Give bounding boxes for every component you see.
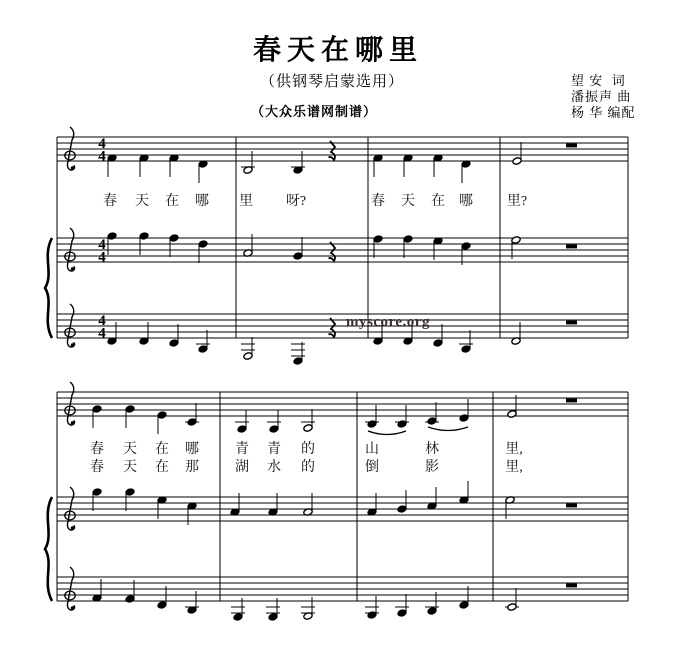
- slur: [428, 427, 468, 431]
- arranger-credit: 杨 华 编配: [571, 105, 636, 120]
- lyric-syllable: 春: [371, 194, 385, 209]
- quarter-rest: [329, 318, 336, 337]
- lyric-syllable: 山: [365, 442, 379, 457]
- quarter-rest: [329, 141, 336, 160]
- time-signature: 4: [98, 249, 106, 266]
- treble-clef-icon: [71, 526, 75, 530]
- treble-clef-icon: [71, 166, 75, 170]
- song-subtitle: （供钢琴启蒙选用）: [259, 74, 404, 90]
- time-signature: 4: [98, 148, 106, 165]
- lyric-syllable: 哪: [185, 442, 199, 457]
- lyric-syllable: 在: [155, 442, 169, 457]
- treble-clef-icon: [71, 267, 75, 271]
- lyric-syllable: 在: [155, 460, 169, 475]
- slur: [368, 431, 406, 435]
- lyric-syllable: 青: [267, 442, 281, 457]
- lyric-syllable: 青: [235, 442, 249, 457]
- brace: [45, 238, 52, 338]
- half-rest: [566, 144, 577, 148]
- brace: [45, 497, 52, 601]
- watermark: myscore.org: [346, 314, 430, 330]
- half-rest: [566, 504, 577, 508]
- lyric-syllable: 那: [185, 460, 199, 475]
- lyric-syllable: 的: [301, 460, 315, 475]
- time-signature: 4: [98, 313, 106, 329]
- lyric-syllable: 天: [123, 442, 137, 457]
- time-signature: 4: [98, 136, 106, 152]
- lyric-syllable: 里,: [505, 460, 523, 475]
- half-rest: [566, 399, 577, 403]
- treble-clef-icon: [71, 343, 75, 347]
- lyric-syllable: 哪: [459, 194, 473, 209]
- lyric-syllable: 的: [301, 442, 315, 457]
- lyric-syllable: 湖: [235, 460, 249, 475]
- time-signature: 4: [98, 237, 106, 253]
- lyric-syllable: 哪: [195, 194, 209, 209]
- lyric-syllable: 林: [425, 442, 439, 457]
- lyric-syllable: 在: [165, 194, 179, 209]
- composer-credit: 潘振声 曲: [571, 89, 632, 104]
- quarter-rest: [329, 242, 336, 261]
- lyric-syllable: 在: [431, 194, 445, 209]
- lyric-syllable: 里?: [506, 194, 528, 209]
- half-rest: [566, 584, 577, 588]
- lyricist-credit: 望 安 词: [571, 73, 626, 88]
- half-rest: [566, 321, 577, 325]
- lyric-syllable: 天: [135, 194, 149, 209]
- time-signature: 4: [98, 325, 106, 342]
- half-rest: [566, 245, 577, 249]
- lyric-syllable: 里,: [505, 442, 523, 457]
- lyric-syllable: 春: [90, 442, 104, 457]
- lyric-syllable: 天: [123, 460, 137, 475]
- engraver-note: （大众乐谱网制谱）: [250, 104, 377, 119]
- lyric-syllable: 天: [401, 194, 415, 209]
- lyric-syllable: 倒: [365, 460, 379, 475]
- page-title: 春天在哪里: [252, 35, 423, 66]
- lyric-syllable: 影: [425, 460, 439, 475]
- lyric-syllable: 春: [103, 194, 117, 209]
- treble-clef-icon: [71, 421, 75, 425]
- lyric-syllable: 春: [90, 460, 104, 475]
- lyric-syllable: 水: [267, 460, 281, 475]
- lyric-syllable: 里: [239, 194, 253, 209]
- lyric-syllable: 呀?: [285, 194, 307, 209]
- treble-clef-icon: [71, 606, 75, 610]
